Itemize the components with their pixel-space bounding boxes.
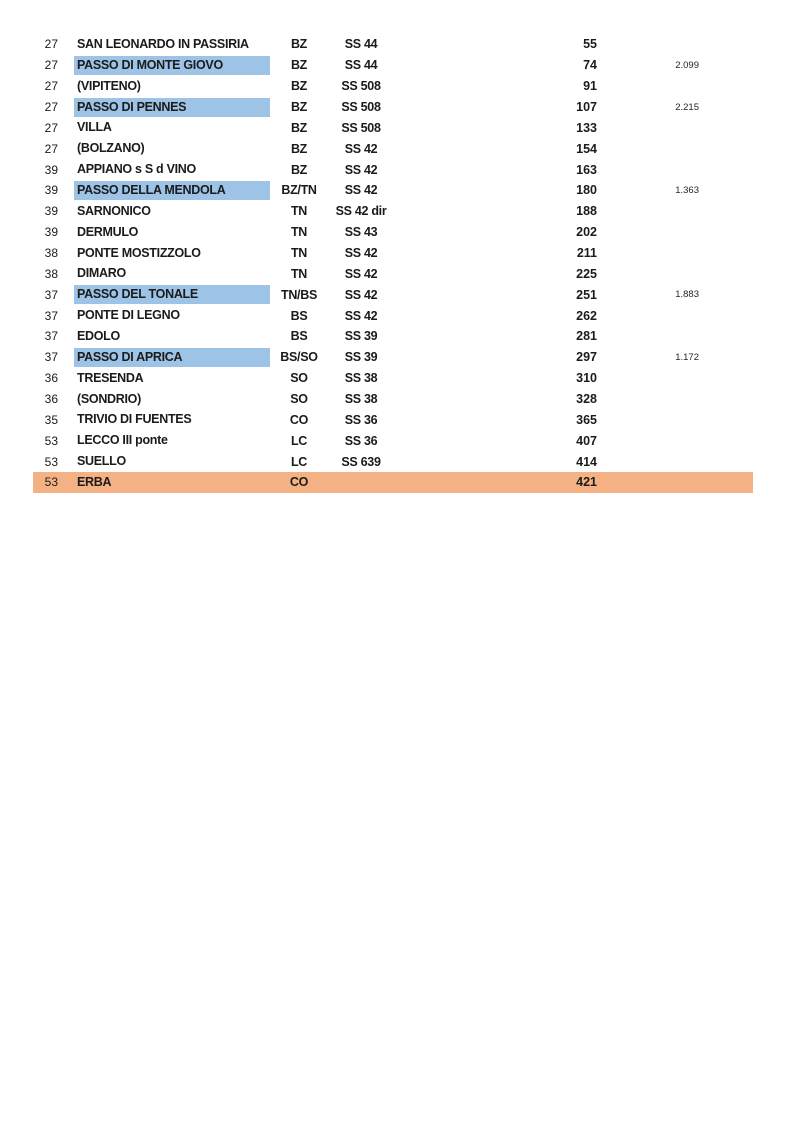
province-code: BS xyxy=(290,329,308,344)
distance-km: 251 xyxy=(576,287,597,302)
province-code: BZ xyxy=(290,100,308,114)
distance-km: 202 xyxy=(576,225,597,240)
road-number: SS 39 xyxy=(344,329,378,344)
group-number: 38 xyxy=(44,246,58,261)
province-code: CO xyxy=(289,412,309,427)
table-row xyxy=(33,243,753,264)
group-number: 27 xyxy=(44,79,58,94)
location-name: TRIVIO DI FUENTES xyxy=(77,412,192,427)
road-number: SS 42 xyxy=(344,162,378,177)
table-row xyxy=(33,284,753,305)
distance-km: 154 xyxy=(576,141,597,156)
group-number: 38 xyxy=(44,266,58,281)
location-name: LECCO III ponte xyxy=(77,433,168,448)
group-number: 37 xyxy=(44,287,58,302)
group-number: 37 xyxy=(44,350,58,365)
group-number: 53 xyxy=(44,454,58,469)
road-number: SS 42 xyxy=(344,183,378,198)
table-row xyxy=(33,180,753,201)
location-name: PONTE DI LEGNO xyxy=(77,308,180,323)
location-name: PASSO DI PENNES xyxy=(74,98,270,117)
distance-km: 91 xyxy=(583,79,597,94)
table-row xyxy=(33,34,753,55)
road-number: SS 36 xyxy=(344,412,378,427)
distance-km: 163 xyxy=(576,162,597,177)
distance-km: 211 xyxy=(576,246,597,261)
location-name: APPIANO s S d VINO xyxy=(77,162,196,177)
group-number: 37 xyxy=(44,329,58,344)
road-number: SS 38 xyxy=(344,392,378,407)
road-number: SS 42 xyxy=(344,141,378,156)
location-name: ERBA xyxy=(77,474,112,489)
table-row xyxy=(33,326,753,347)
province-code: BZ xyxy=(290,58,308,73)
table-row xyxy=(33,138,753,159)
province-code: BZ xyxy=(290,37,308,52)
province-code: CO xyxy=(289,475,309,490)
location-name: (SONDRIO) xyxy=(77,391,141,406)
table-row xyxy=(33,263,753,284)
road-number: SS 39 xyxy=(344,350,378,365)
road-number: SS 44 xyxy=(344,58,378,73)
table-row xyxy=(33,201,753,222)
table-row xyxy=(33,55,753,76)
distance-km: 310 xyxy=(576,371,597,386)
location-name: TRESENDA xyxy=(77,370,144,385)
province-code: BS xyxy=(290,308,308,323)
table-row xyxy=(33,76,753,97)
location-name: PASSO DI APRICA xyxy=(74,348,270,367)
location-name: (BOLZANO) xyxy=(77,141,145,156)
table-row xyxy=(33,305,753,326)
road-number: SS 42 dir xyxy=(335,204,387,219)
table-row xyxy=(33,451,753,472)
table-row xyxy=(33,368,753,389)
group-number: 53 xyxy=(44,433,58,448)
road-number: SS 38 xyxy=(344,371,378,386)
location-name: PASSO DEL TONALE xyxy=(74,285,270,304)
province-code: BS/SO xyxy=(280,350,318,365)
table-row xyxy=(33,472,753,493)
group-number: 27 xyxy=(44,120,58,135)
province-code: BZ/TN xyxy=(281,183,317,198)
elevation-m: 1.172 xyxy=(675,351,699,363)
group-number: 53 xyxy=(44,475,58,490)
location-name: DIMARO xyxy=(77,266,126,281)
province-code: BZ xyxy=(290,79,308,94)
distance-km: 180 xyxy=(576,183,597,198)
road-number: SS 42 xyxy=(344,246,378,261)
road-number: SS 36 xyxy=(344,433,378,448)
road-number: SS 508 xyxy=(341,100,381,114)
elevation-m: 1.363 xyxy=(675,184,699,196)
route-table xyxy=(33,34,753,493)
location-name: VILLA xyxy=(77,120,112,135)
distance-km: 414 xyxy=(576,454,597,469)
group-number: 27 xyxy=(44,141,58,156)
road-number: SS 42 xyxy=(344,266,378,281)
province-code: TN xyxy=(290,246,308,261)
province-code: LC xyxy=(290,433,308,448)
table-row xyxy=(33,409,753,430)
location-name: PASSO DI MONTE GIOVO xyxy=(74,56,270,75)
distance-km: 133 xyxy=(576,120,597,135)
road-number: SS 44 xyxy=(344,37,378,52)
location-name: PASSO DELLA MENDOLA xyxy=(74,181,270,200)
table-row xyxy=(33,159,753,180)
group-number: 39 xyxy=(44,225,58,240)
road-number: SS 42 xyxy=(344,287,378,302)
road-number: SS 639 xyxy=(341,454,381,469)
province-code: LC xyxy=(290,454,308,469)
group-number: 35 xyxy=(44,412,58,427)
distance-km: 225 xyxy=(576,266,597,281)
province-code: SO xyxy=(290,371,308,386)
distance-km: 55 xyxy=(583,37,597,52)
distance-km: 328 xyxy=(576,392,597,407)
road-number: SS 508 xyxy=(341,120,381,135)
province-code: BZ xyxy=(290,120,308,135)
province-code: BZ xyxy=(290,141,308,156)
distance-km: 297 xyxy=(576,350,597,365)
distance-km: 407 xyxy=(576,433,597,448)
road-number: SS 508 xyxy=(341,79,381,94)
distance-km: 188 xyxy=(576,204,597,219)
group-number: 36 xyxy=(44,371,58,386)
group-number: 27 xyxy=(44,37,58,52)
distance-km: 107 xyxy=(576,100,597,114)
road-number: SS 42 xyxy=(344,308,378,323)
table-row xyxy=(33,117,753,138)
distance-km: 74 xyxy=(583,58,597,73)
group-number: 27 xyxy=(44,100,58,114)
table-row xyxy=(33,97,753,118)
group-number: 39 xyxy=(44,162,58,177)
elevation-m: 2.215 xyxy=(675,101,699,113)
group-number: 37 xyxy=(44,308,58,323)
road-number: SS 43 xyxy=(344,225,378,240)
group-number: 27 xyxy=(44,58,58,73)
group-number: 39 xyxy=(44,183,58,198)
location-name: SAN LEONARDO IN PASSIRIA xyxy=(77,36,249,51)
province-code: SO xyxy=(290,392,308,407)
province-code: TN/BS xyxy=(280,287,317,302)
table-row xyxy=(33,430,753,451)
distance-km: 421 xyxy=(576,475,597,490)
location-name: DERMULO xyxy=(77,224,139,239)
location-name: SARNONICO xyxy=(77,203,151,218)
province-code: TN xyxy=(290,204,308,219)
location-name: (VIPITENO) xyxy=(77,78,141,93)
table-row xyxy=(33,389,753,410)
province-code: TN xyxy=(290,266,308,281)
distance-km: 281 xyxy=(576,329,597,344)
location-name: PONTE MOSTIZZOLO xyxy=(77,245,201,260)
distance-km: 365 xyxy=(576,412,597,427)
location-name: SUELLO xyxy=(77,454,126,469)
location-name: EDOLO xyxy=(77,328,120,343)
elevation-m: 1.883 xyxy=(675,289,699,301)
elevation-m: 2.099 xyxy=(675,59,699,71)
distance-km: 262 xyxy=(576,308,597,323)
group-number: 36 xyxy=(44,392,58,407)
province-code: TN xyxy=(290,225,308,240)
table-row xyxy=(33,222,753,243)
table-row xyxy=(33,347,753,368)
province-code: BZ xyxy=(290,162,308,177)
group-number: 39 xyxy=(44,204,58,219)
